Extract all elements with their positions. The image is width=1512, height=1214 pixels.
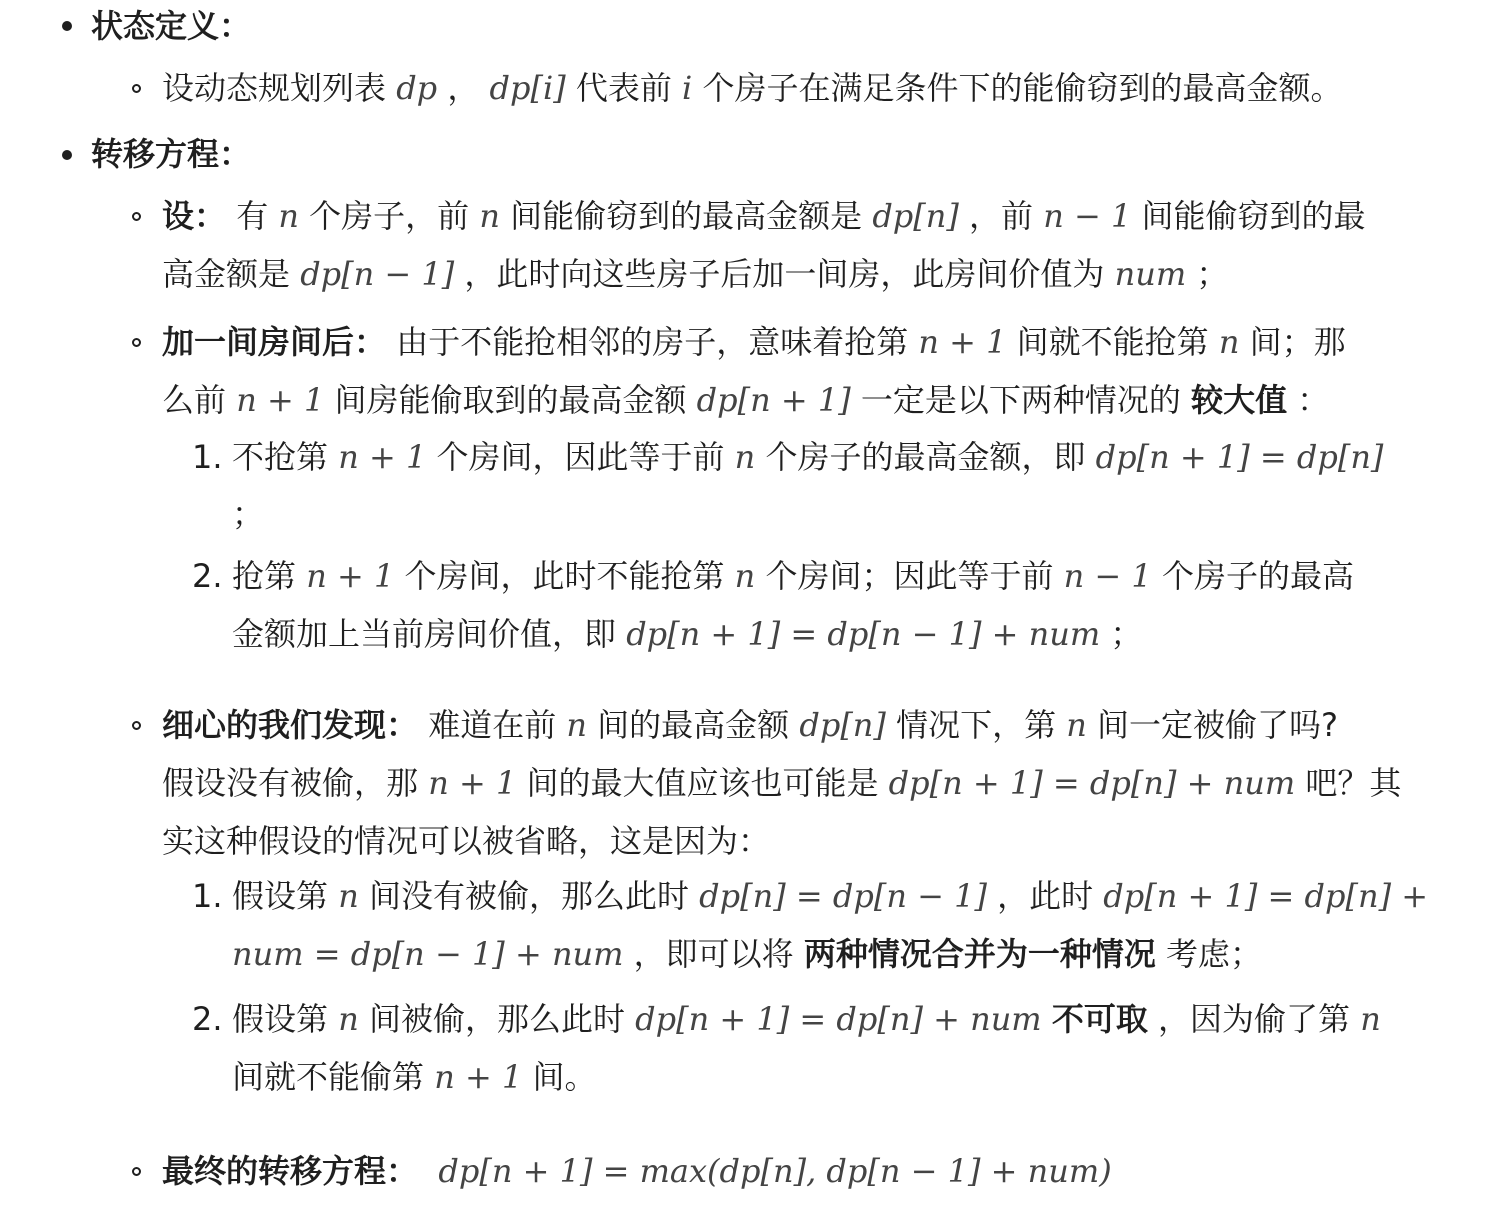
text: ；: [1186, 255, 1229, 293]
add-item1-line-1: [232, 437, 1383, 477]
text: 难道在前: [418, 706, 567, 744]
math: n + 1: [918, 323, 1007, 361]
text: 间。: [522, 1058, 597, 1096]
state-desc-line: [162, 68, 1342, 108]
text: 由于不能抢相邻的房子，意味着抢第: [386, 323, 919, 361]
add-item1-line-2: [232, 494, 264, 534]
text: 高金额是: [162, 255, 301, 293]
text: 间一定被偷了吗?: [1086, 706, 1339, 744]
text: 么前: [162, 381, 237, 419]
math: dp[n]: [872, 197, 959, 235]
bold-text: 两种情况合并为一种情况: [803, 935, 1156, 973]
text: [1042, 1000, 1052, 1038]
math: dp[n + 1]: [696, 381, 851, 419]
add-item2-line-1: [232, 556, 1354, 596]
text: 间的最高金额: [586, 706, 800, 744]
math: dp[n]: [799, 706, 886, 744]
text: 不抢第: [232, 438, 339, 476]
set-line-1: [162, 196, 1366, 236]
text: 个房子的最高金额，即: [755, 438, 1096, 476]
math: n: [734, 438, 756, 476]
careful-item1-line-2: [232, 934, 1262, 974]
math: dp[n + 1] = dp[n]: [1095, 438, 1384, 476]
text: 金额加上当前房间价值，即: [232, 615, 627, 653]
text: 设动态规划列表: [162, 69, 397, 107]
math: n: [1066, 706, 1087, 744]
math: dp[n + 1] = dp[n] +: [1103, 877, 1429, 915]
text: 考虑；: [1155, 935, 1263, 973]
text: 间没有被偷，那么此时: [358, 877, 700, 915]
heading-transfer: [91, 134, 251, 174]
state-definition-title: 状态定义：: [91, 7, 252, 45]
text: 假设第: [232, 877, 339, 915]
text: 个房间，此时不能抢第: [394, 557, 735, 595]
text: 个房子的最高: [1151, 557, 1354, 595]
careful-line-3: [162, 821, 770, 861]
math: n + 1: [338, 438, 427, 476]
list-number: 2.: [192, 557, 223, 595]
list-number: 2.: [192, 1000, 223, 1038]
math: n: [338, 1000, 359, 1038]
bold-text: 细心的我们发现：: [162, 706, 419, 744]
set-line-2: [162, 254, 1228, 294]
math: n: [338, 877, 359, 915]
text: ；: [232, 495, 265, 533]
math: dp[n + 1] = dp[n] + num: [635, 1000, 1042, 1038]
add-item2-line-2: [232, 614, 1142, 654]
math: i: [682, 69, 693, 107]
bold-text: 设：: [162, 197, 227, 235]
math: n − 1: [1043, 197, 1132, 235]
bold-text: 不可取: [1051, 1000, 1148, 1038]
text: ，因为偷了第: [1147, 1000, 1361, 1038]
transfer-title: 转移方程：: [91, 135, 252, 173]
bullet-circle: [132, 338, 141, 347]
text: 抢第: [232, 557, 307, 595]
add-line-2: [162, 380, 1329, 420]
text: 代表前: [565, 69, 683, 107]
math: num = dp[n − 1] + num: [232, 935, 624, 973]
text: 假设第: [232, 1000, 339, 1038]
careful-item2-line-1: [232, 999, 1381, 1039]
text: 间能偷窃到的最高金额是: [499, 197, 873, 235]
bold-text: 加一间房间后：: [162, 323, 387, 361]
math: n: [734, 557, 756, 595]
math: n + 1: [434, 1058, 523, 1096]
bold-text: 最终的转移方程：: [162, 1152, 419, 1190]
math: dp[n + 1] = dp[n − 1] + num: [626, 615, 1101, 653]
text: 吧？其: [1295, 764, 1402, 802]
text: 间能偷窃到的最: [1131, 197, 1366, 235]
add-line-1: [162, 322, 1346, 362]
heading-state-definition: [91, 6, 251, 46]
bullet-dot: [62, 150, 72, 160]
final-equation: dp[n + 1] = max(dp[n], dp[n − 1] + num): [438, 1152, 1112, 1190]
text: 假设没有被偷，那: [162, 764, 429, 802]
text: 个房子在满足条件下的能偷窃到的最高金额。: [692, 69, 1343, 107]
math: n − 1: [1063, 557, 1152, 595]
list-number: 1.: [192, 877, 223, 915]
math: dp[n + 1] = dp[n] + num: [888, 764, 1296, 802]
math: n: [1360, 1000, 1381, 1038]
math: dp: [396, 69, 438, 107]
careful-item1-line-1: [232, 876, 1428, 916]
careful-item2-line-2: [232, 1057, 597, 1097]
bullet-circle: [132, 212, 141, 221]
text: ，前: [958, 197, 1044, 235]
bold-text: 较大值: [1191, 381, 1288, 419]
math: n + 1: [236, 381, 325, 419]
text: 间就不能抢第: [1006, 323, 1219, 361]
math: n + 1: [428, 764, 517, 802]
math: n: [479, 197, 500, 235]
text: 间的最大值应该也可能是: [516, 764, 889, 802]
text: ，: [437, 69, 490, 107]
text: 间；那: [1239, 323, 1346, 361]
final-line: [162, 1151, 1112, 1191]
text: 情况下，第: [885, 706, 1067, 744]
text: 间房能偷取到的最高金额: [324, 381, 697, 419]
text: 有: [226, 197, 279, 235]
math: n + 1: [306, 557, 395, 595]
math: dp[n] = dp[n − 1]: [699, 877, 987, 915]
text: 个房子，前: [298, 197, 480, 235]
bullet-circle: [132, 1167, 141, 1176]
math: dp[i]: [489, 69, 566, 107]
text: 个房间，因此等于前: [426, 438, 735, 476]
text: ：: [1287, 381, 1330, 419]
math: n: [566, 706, 587, 744]
text: 个房间；因此等于前: [755, 557, 1064, 595]
text: ，此时: [986, 877, 1104, 915]
text: ，此时向这些房子后加一间房，此房间价值为: [454, 255, 1115, 293]
math: num: [1114, 255, 1187, 293]
text: 间就不能偷第: [232, 1058, 435, 1096]
math: n: [278, 197, 299, 235]
bullet-circle: [132, 84, 141, 93]
text: ，即可以将: [623, 935, 804, 973]
text: 实这种假设的情况可以被省略，这是因为：: [162, 822, 771, 860]
bullet-circle: [132, 721, 141, 730]
math: dp[n − 1]: [300, 255, 455, 293]
text: 间被偷，那么此时: [358, 1000, 636, 1038]
careful-line-2: [162, 763, 1401, 803]
list-number: 1.: [192, 438, 223, 476]
text: ；: [1100, 615, 1143, 653]
careful-line-1: [162, 705, 1338, 745]
math: n: [1218, 323, 1240, 361]
text: 一定是以下两种情况的: [850, 381, 1192, 419]
bullet-dot: [62, 21, 72, 31]
